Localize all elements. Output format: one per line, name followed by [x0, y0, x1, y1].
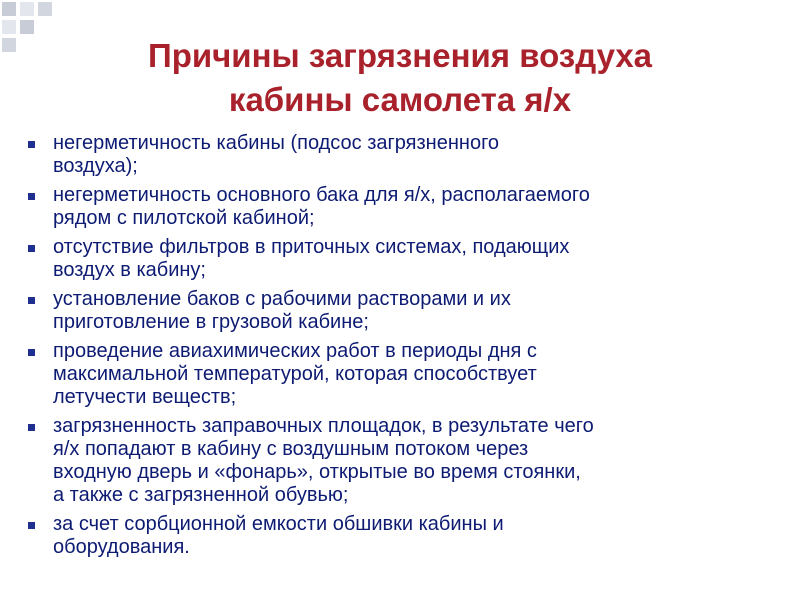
corner-square: [38, 2, 52, 16]
bullet-text: негерметичность кабины (подсос загрязненного воздуха);: [53, 132, 500, 177]
bullet-item: [20, 340, 780, 409]
corner-square: [2, 20, 16, 34]
bullet-item: [20, 513, 780, 559]
bullet-text: установление баков с рабочими растворами и их приготовление в грузовой кабине;: [53, 288, 511, 333]
bullet-square-icon: [28, 522, 35, 529]
bullet-square-icon: [28, 349, 35, 356]
bullet-item: [20, 415, 780, 507]
bullet-item: [20, 288, 780, 334]
bullet-square-icon: [28, 193, 35, 200]
bullet-square-icon: [28, 141, 35, 148]
bullet-text: загрязненность заправочных площадок, в результате чего я/х попадают в кабину с воздушным потоком через входную дверь и «фонарь», открытые во время стоянки, а также с загрязненной обувью;: [53, 415, 594, 506]
corner-square: [2, 2, 16, 16]
bullet-text: отсутствие фильтров в приточных системах, подающих воздух в кабину;: [53, 236, 570, 281]
corner-square: [20, 20, 34, 34]
bullet-item: [20, 132, 780, 178]
bullet-text: проведение авиахимических работ в периоды дня с максимальной температурой, которая способствует летучести веществ;: [53, 340, 537, 408]
bullet-item: [20, 236, 780, 282]
bullet-list: [20, 132, 780, 565]
bullet-text: за счет сорбционной емкости обшивки кабины и оборудования.: [53, 513, 504, 558]
bullet-square-icon: [28, 424, 35, 431]
bullet-item: [20, 184, 780, 230]
slide-title: Причины загрязнения воздуха кабины самолета я/х: [147, 37, 653, 118]
bullet-square-icon: [28, 297, 35, 304]
bullet-text: негерметичность основного бака для я/х, располагаемого рядом с пилотской кабиной;: [53, 184, 590, 229]
corner-square: [2, 38, 16, 52]
bullet-square-icon: [28, 245, 35, 252]
corner-square: [20, 2, 34, 16]
